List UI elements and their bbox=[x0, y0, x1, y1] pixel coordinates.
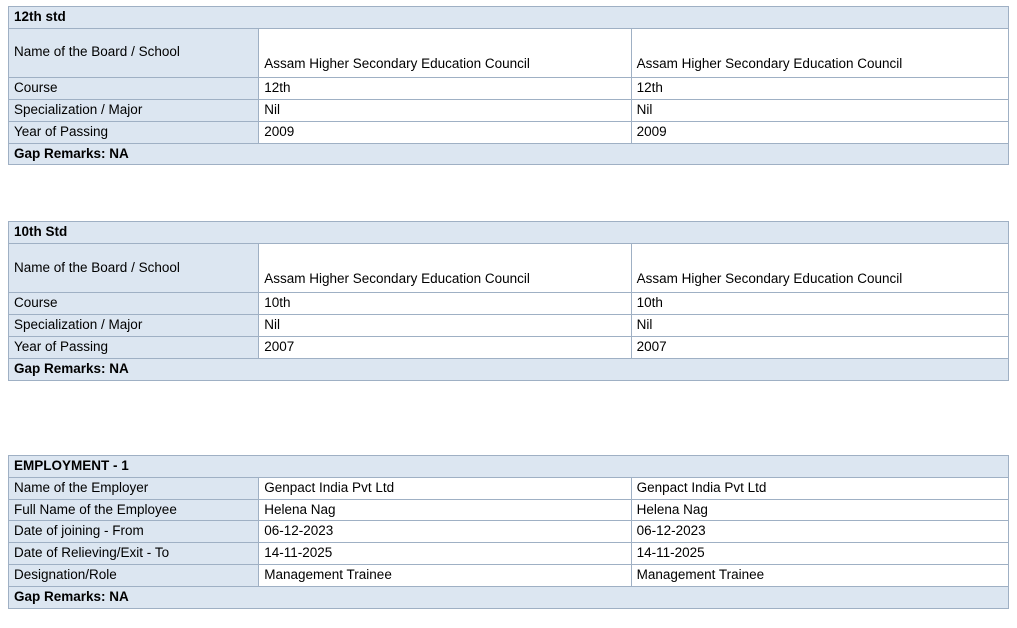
row-value-verified: 2009 bbox=[631, 121, 1008, 143]
row-label: Course bbox=[9, 77, 259, 99]
table-row bbox=[9, 358, 1009, 380]
table-row bbox=[9, 337, 1009, 359]
row-value-verified: 12th bbox=[631, 77, 1008, 99]
row-value-declared: 2007 bbox=[259, 337, 631, 359]
education-block-12th bbox=[8, 6, 1009, 165]
gap-remarks: Gap Remarks: NA bbox=[9, 358, 1009, 380]
row-value-declared: 12th bbox=[259, 77, 631, 99]
table-row bbox=[9, 99, 1009, 121]
row-value-verified: Assam Higher Secondary Education Council bbox=[631, 244, 1008, 293]
row-value-verified: Nil bbox=[631, 315, 1008, 337]
row-value-verified: 06-12-2023 bbox=[631, 521, 1008, 543]
row-label: Course bbox=[9, 293, 259, 315]
table-row bbox=[9, 222, 1009, 244]
row-value-declared: Management Trainee bbox=[259, 565, 631, 587]
row-value-declared: Assam Higher Secondary Education Council bbox=[259, 244, 631, 293]
row-label: Specialization / Major bbox=[9, 315, 259, 337]
table-row bbox=[9, 143, 1009, 165]
row-value-declared: 2009 bbox=[259, 121, 631, 143]
row-label: Full Name of the Employee bbox=[9, 499, 259, 521]
row-label: Year of Passing bbox=[9, 337, 259, 359]
row-value-verified: 14-11-2025 bbox=[631, 543, 1008, 565]
table-row bbox=[9, 477, 1009, 499]
row-value-verified: Assam Higher Secondary Education Council bbox=[631, 28, 1008, 77]
education-block-10th bbox=[8, 221, 1009, 380]
row-label: Designation/Role bbox=[9, 565, 259, 587]
row-label: Date of Relieving/Exit - To bbox=[9, 543, 259, 565]
row-value-declared: Helena Nag bbox=[259, 499, 631, 521]
row-value-verified: Genpact India Pvt Ltd bbox=[631, 477, 1008, 499]
row-value-declared: 10th bbox=[259, 293, 631, 315]
table-row bbox=[9, 244, 1009, 293]
section-title: EMPLOYMENT - 1 bbox=[9, 455, 1009, 477]
row-value-verified: 2007 bbox=[631, 337, 1008, 359]
row-value-verified: 10th bbox=[631, 293, 1008, 315]
table-row bbox=[9, 315, 1009, 337]
row-value-verified: Management Trainee bbox=[631, 565, 1008, 587]
table-row bbox=[9, 565, 1009, 587]
table-row bbox=[9, 77, 1009, 99]
row-value-declared: Assam Higher Secondary Education Council bbox=[259, 28, 631, 77]
table-row bbox=[9, 521, 1009, 543]
table-row bbox=[9, 293, 1009, 315]
table-row bbox=[9, 587, 1009, 609]
row-value-declared: Nil bbox=[259, 99, 631, 121]
gap-remarks: Gap Remarks: NA bbox=[9, 587, 1009, 609]
row-label: Name of the Employer bbox=[9, 477, 259, 499]
table-row bbox=[9, 543, 1009, 565]
row-value-declared: 06-12-2023 bbox=[259, 521, 631, 543]
row-value-declared: Nil bbox=[259, 315, 631, 337]
row-value-declared: Genpact India Pvt Ltd bbox=[259, 477, 631, 499]
row-value-verified: Helena Nag bbox=[631, 499, 1008, 521]
row-label: Name of the Board / School bbox=[9, 28, 259, 77]
section-title: 10th Std bbox=[9, 222, 1009, 244]
employment-block-1 bbox=[8, 455, 1009, 609]
row-value-declared: 14-11-2025 bbox=[259, 543, 631, 565]
row-label: Date of joining - From bbox=[9, 521, 259, 543]
table-row bbox=[9, 455, 1009, 477]
gap-remarks: Gap Remarks: NA bbox=[9, 143, 1009, 165]
table-row bbox=[9, 121, 1009, 143]
row-label: Specialization / Major bbox=[9, 99, 259, 121]
section-title: 12th std bbox=[9, 7, 1009, 29]
row-label: Name of the Board / School bbox=[9, 244, 259, 293]
table-row bbox=[9, 28, 1009, 77]
row-value-verified: Nil bbox=[631, 99, 1008, 121]
block-spacer bbox=[8, 381, 1009, 455]
table-row bbox=[9, 7, 1009, 29]
row-label: Year of Passing bbox=[9, 121, 259, 143]
block-spacer bbox=[8, 165, 1009, 221]
table-row bbox=[9, 499, 1009, 521]
